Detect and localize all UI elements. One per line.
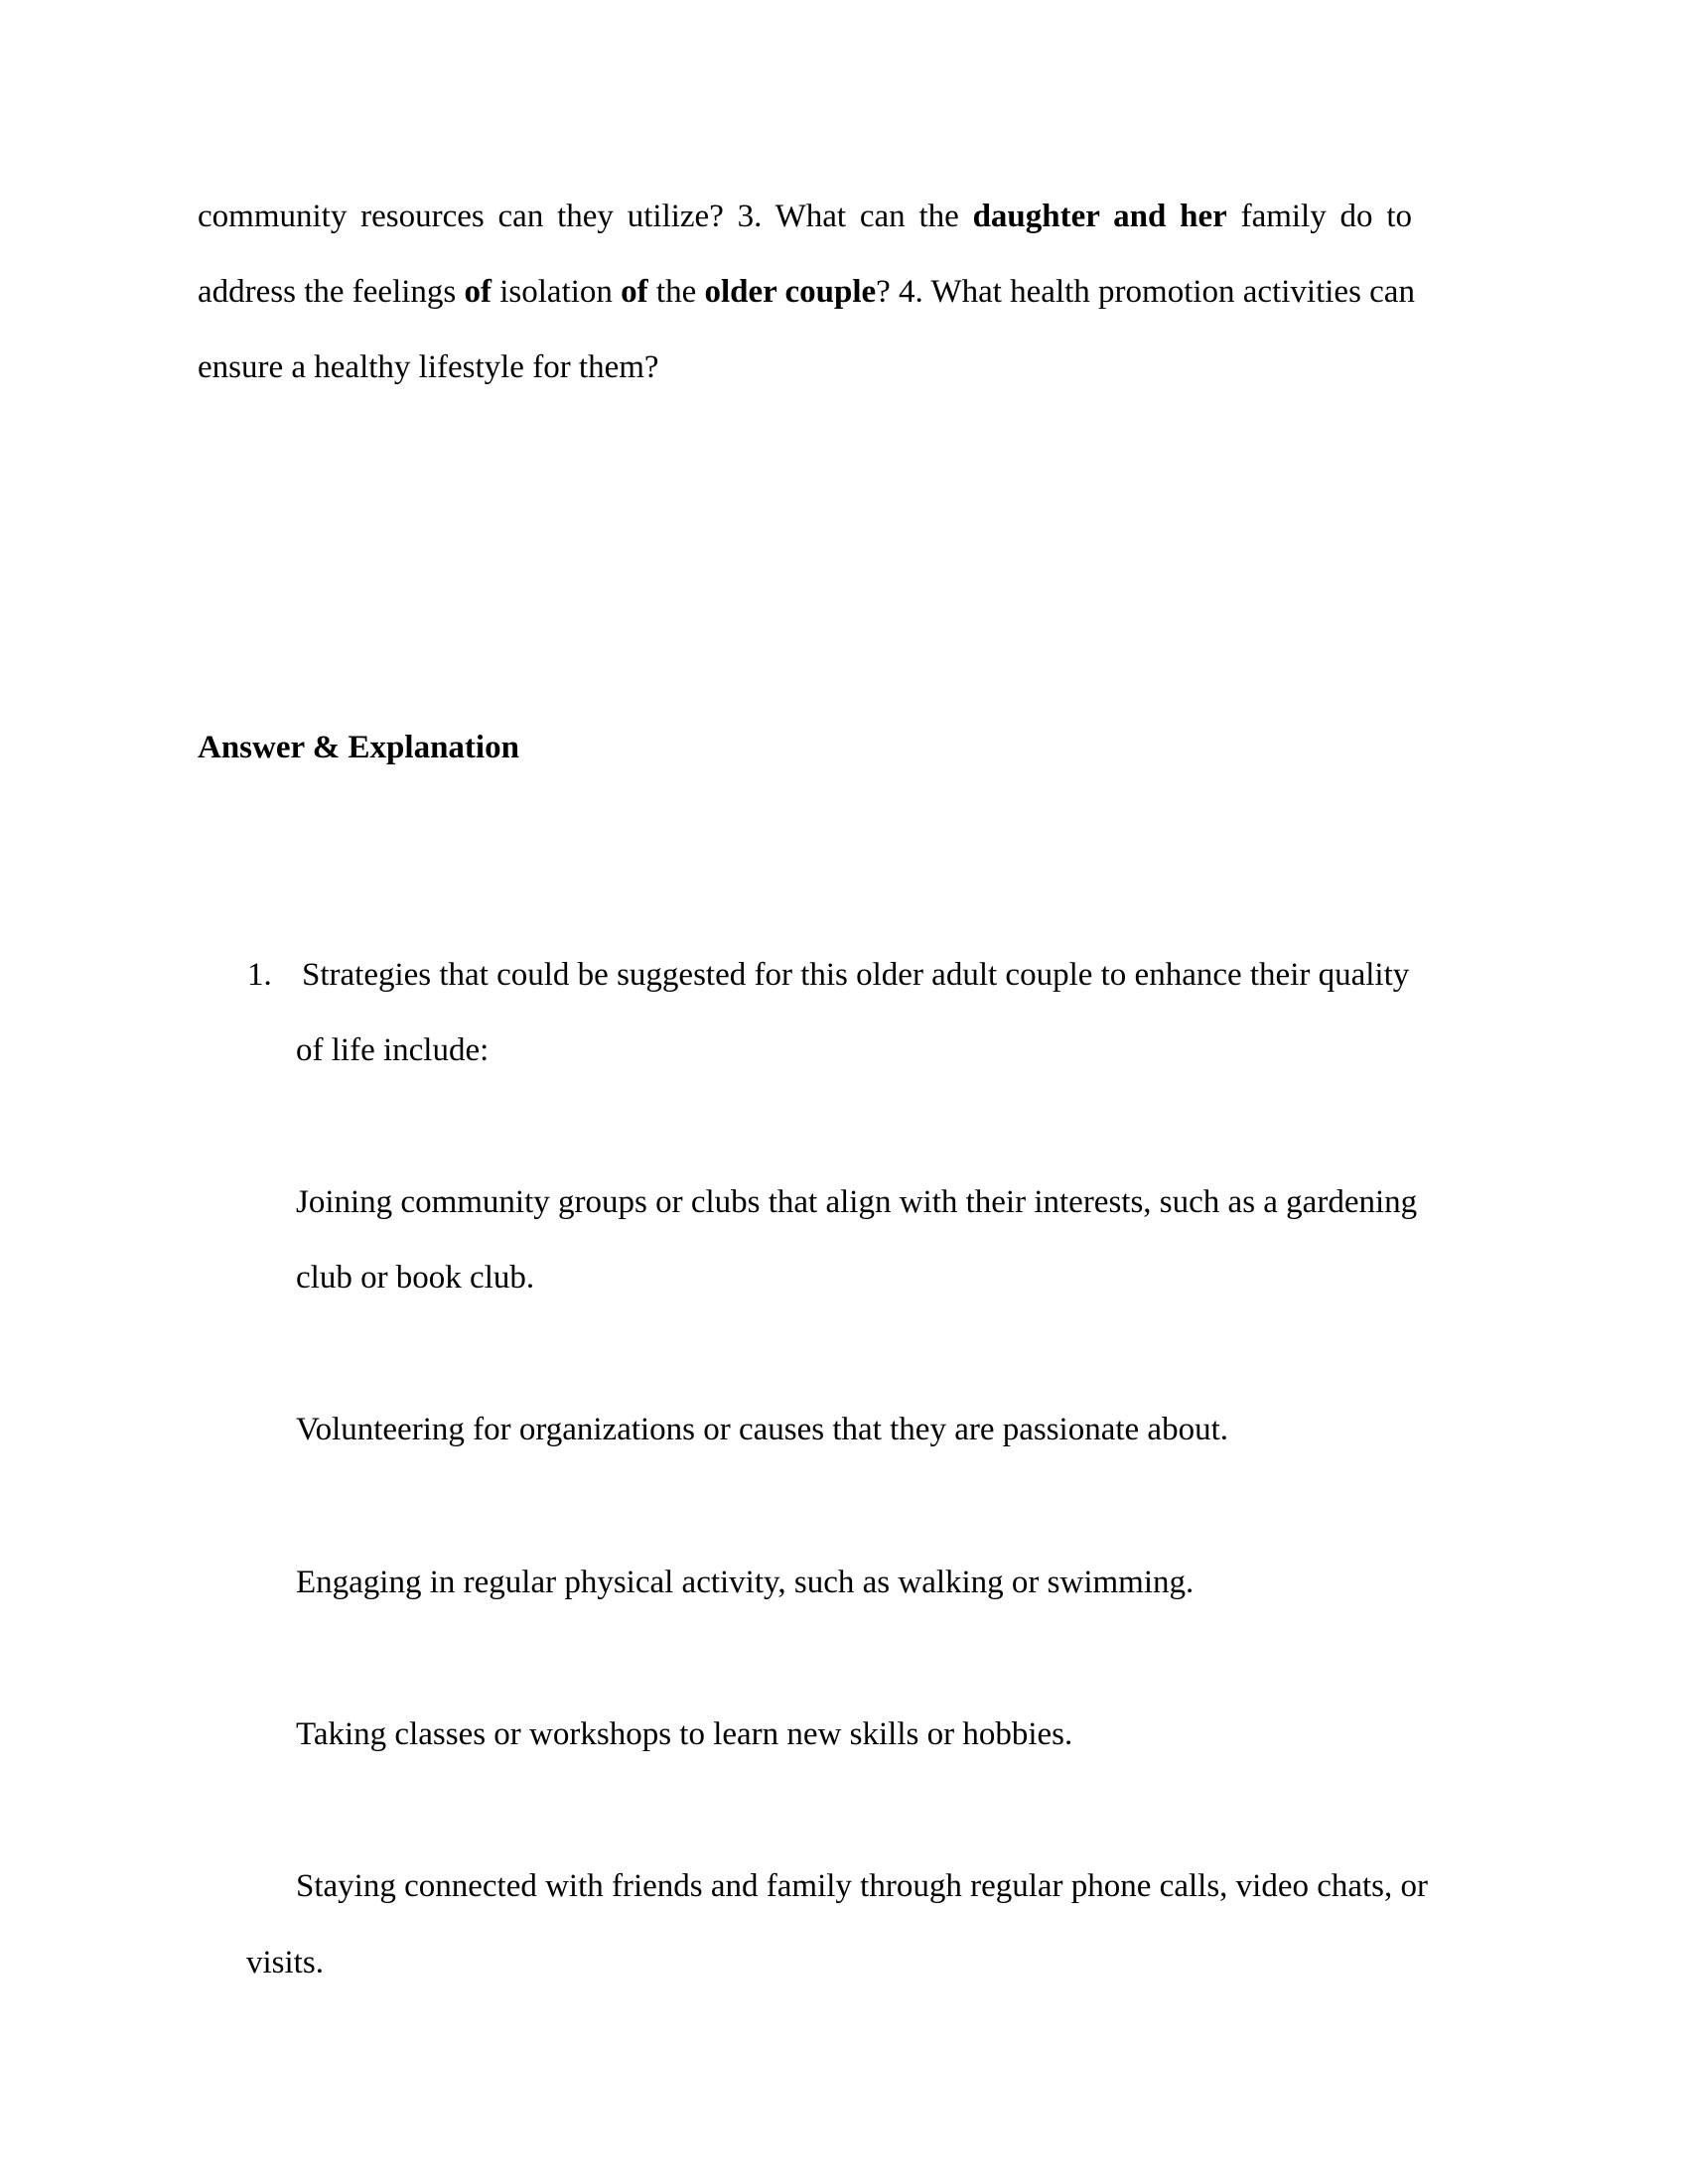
text-run: address the feelings (198, 274, 465, 310)
question-line-2 (198, 272, 1415, 312)
text-run: isolation (492, 274, 622, 310)
bold-run: of (621, 274, 648, 310)
list-item-text-continued: of life include: (296, 1032, 490, 1068)
bold-run: daughter and her (972, 199, 1227, 234)
bullet-item-text: Taking classes or workshops to learn new skills or hobbies. (296, 1716, 1073, 1752)
question-line-1 (198, 197, 1412, 236)
bullet-item-text-continued: visits. (246, 1945, 324, 1980)
list-number: 1. (247, 957, 272, 993)
text-run: the (647, 274, 705, 310)
bullet-item-text: Staying connected with friends and family through regular phone calls, video chats, or (296, 1868, 1429, 1904)
bullet-item-text: Engaging in regular physical activity, such as walking or swimming. (296, 1565, 1195, 1600)
answer-heading: Answer & Explanation (198, 730, 519, 765)
bullet-item-text: Joining community groups or clubs that align with their interests, such as a gardening (296, 1184, 1418, 1220)
bold-run: older couple (704, 274, 877, 310)
text-run: ? 4. What health promotion activities can (876, 274, 1415, 310)
text-run: community resources can they utilize? 3. What can the (198, 199, 973, 234)
text-run: family do to (1226, 199, 1412, 234)
bullet-item-text-continued: club or book club. (296, 1260, 535, 1296)
bullet-item-text: Volunteering for organizations or causes that they are passionate about. (296, 1412, 1229, 1447)
question-line-3: ensure a healthy lifestyle for them? (198, 349, 659, 385)
bold-run: of (464, 274, 492, 310)
list-item-text: Strategies that could be suggested for this older adult couple to enhance their quality (302, 957, 1410, 993)
